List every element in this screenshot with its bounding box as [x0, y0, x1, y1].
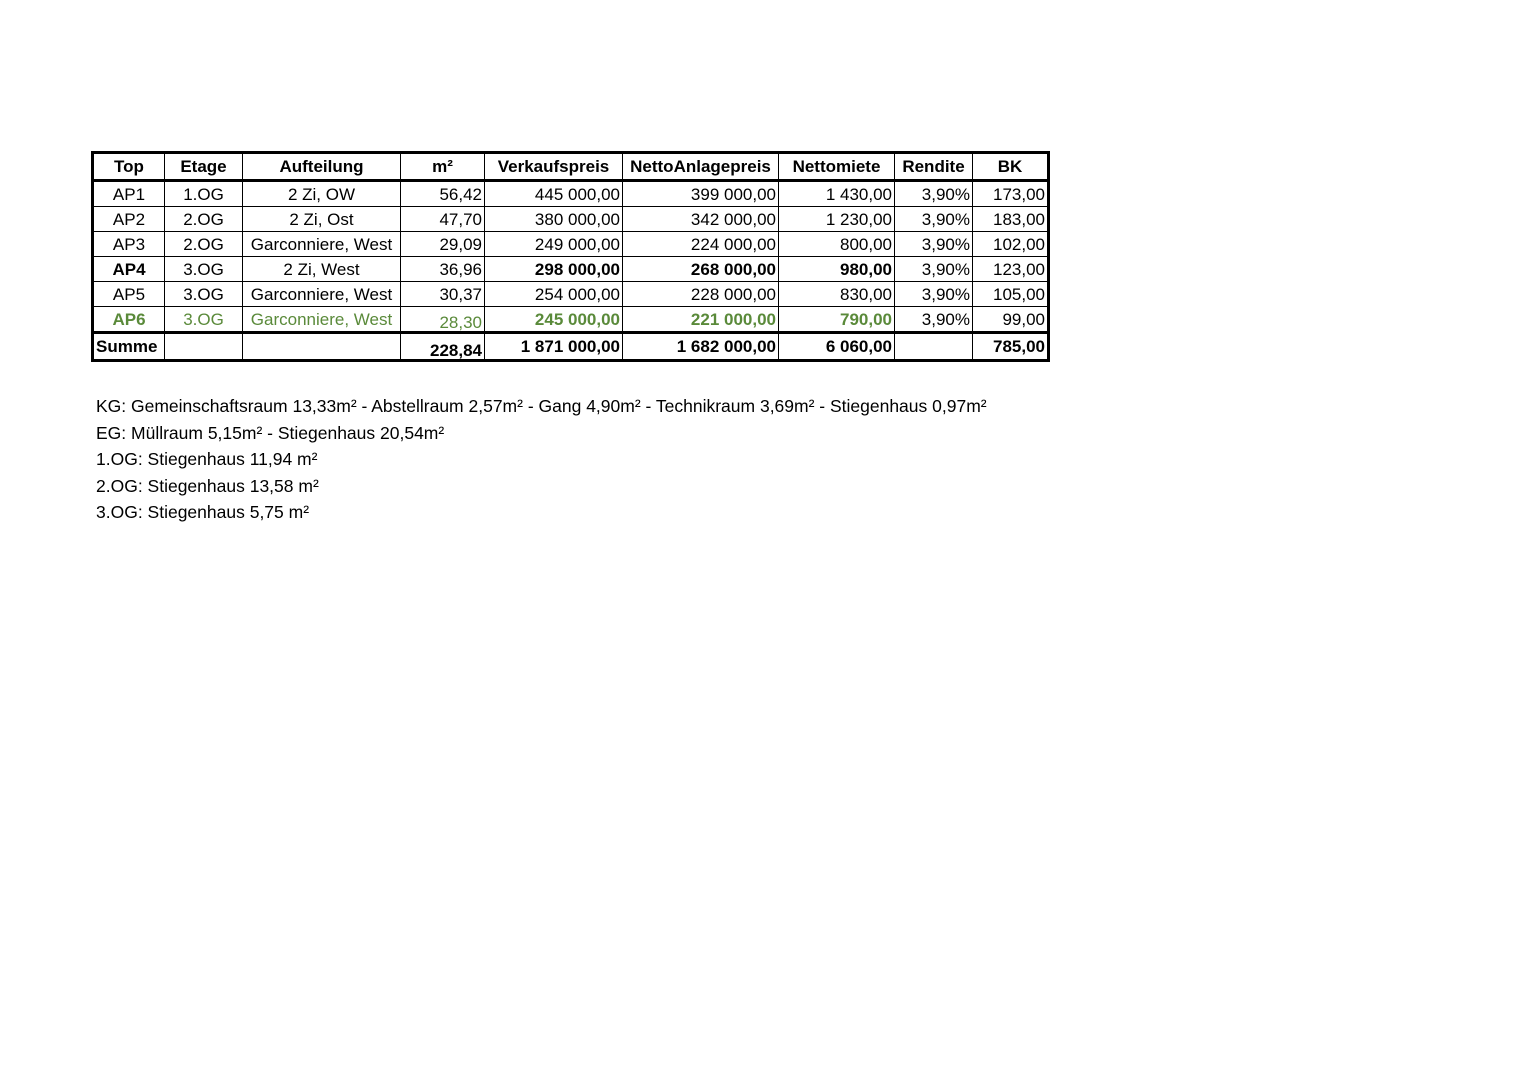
- cell-rendite: 3,90%: [895, 307, 973, 333]
- cell-bk: 99,00: [973, 307, 1049, 333]
- sum-verkaufspreis: 1 871 000,00: [485, 333, 623, 361]
- cell-etage: 3.OG: [165, 282, 243, 307]
- header-nettomiete: Nettomiete: [779, 153, 895, 181]
- cell-verkaufspreis: 254 000,00: [485, 282, 623, 307]
- sum-bk: 785,00: [973, 333, 1049, 361]
- note-1og: 1.OG: Stiegenhaus 11,94 m²: [96, 449, 318, 469]
- cell-nettoanlagepreis: 399 000,00: [623, 181, 779, 207]
- cell-bk: 123,00: [973, 257, 1049, 282]
- header-row: [93, 153, 1049, 181]
- cell-nettomiete: 980,00: [779, 257, 895, 282]
- table-row-highlighted: [93, 307, 1049, 333]
- sum-nettomiete: 6 060,00: [779, 333, 895, 361]
- sum-nettoanlagepreis: 1 682 000,00: [623, 333, 779, 361]
- cell-aufteilung: 2 Zi, Ost: [243, 207, 401, 232]
- cell-verkaufspreis: 445 000,00: [485, 181, 623, 207]
- table-row: [93, 181, 1049, 207]
- cell-bk: 105,00: [973, 282, 1049, 307]
- cell-m2: 28,30: [401, 307, 485, 333]
- cell-m2: 47,70: [401, 207, 485, 232]
- cell-etage: 2.OG: [165, 207, 243, 232]
- cell-rendite: 3,90%: [895, 181, 973, 207]
- cell-nettomiete: 790,00: [779, 307, 895, 333]
- sum-label: Summe: [93, 333, 165, 361]
- floor-notes: [96, 393, 987, 526]
- cell-top: AP2: [93, 207, 165, 232]
- cell-top: AP1: [93, 181, 165, 207]
- cell-nettoanlagepreis: 224 000,00: [623, 232, 779, 257]
- cell-verkaufspreis: 245 000,00: [485, 307, 623, 333]
- cell-nettomiete: 1 430,00: [779, 181, 895, 207]
- table-row: [93, 257, 1049, 282]
- header-verkaufspreis: Verkaufspreis: [485, 153, 623, 181]
- cell-rendite: 3,90%: [895, 232, 973, 257]
- cell-rendite: 3,90%: [895, 257, 973, 282]
- cell-nettoanlagepreis: 268 000,00: [623, 257, 779, 282]
- cell-etage: 3.OG: [165, 257, 243, 282]
- header-aufteilung: Aufteilung: [243, 153, 401, 181]
- cell-m2: 30,37: [401, 282, 485, 307]
- sum-aufteilung-empty: [243, 333, 401, 361]
- sum-row: [93, 333, 1049, 361]
- cell-bk: 173,00: [973, 181, 1049, 207]
- header-etage: Etage: [165, 153, 243, 181]
- apartment-table: [91, 151, 1050, 362]
- cell-top: AP6: [93, 307, 165, 333]
- sum-etage-empty: [165, 333, 243, 361]
- table-row: [93, 232, 1049, 257]
- cell-etage: 2.OG: [165, 232, 243, 257]
- note-3og: 3.OG: Stiegenhaus 5,75 m²: [96, 502, 310, 522]
- cell-bk: 183,00: [973, 207, 1049, 232]
- cell-m2: 56,42: [401, 181, 485, 207]
- cell-nettomiete: 800,00: [779, 232, 895, 257]
- cell-aufteilung: Garconniere, West: [243, 232, 401, 257]
- cell-nettoanlagepreis: 342 000,00: [623, 207, 779, 232]
- cell-nettoanlagepreis: 221 000,00: [623, 307, 779, 333]
- note-eg: EG: Müllraum 5,15m² - Stiegenhaus 20,54m²: [96, 422, 445, 443]
- cell-m2: 36,96: [401, 257, 485, 282]
- note-2og: 2.OG: Stiegenhaus 13,58 m²: [96, 475, 319, 496]
- sum-rendite-empty: [895, 333, 973, 361]
- cell-verkaufspreis: 249 000,00: [485, 232, 623, 257]
- cell-etage: 1.OG: [165, 181, 243, 207]
- table-row: [93, 282, 1049, 307]
- sum-m2: 228,84: [401, 333, 485, 361]
- cell-aufteilung: Garconniere, West: [243, 307, 401, 333]
- cell-rendite: 3,90%: [895, 282, 973, 307]
- cell-m2: 29,09: [401, 232, 485, 257]
- cell-bk: 102,00: [973, 232, 1049, 257]
- header-bk: BK: [973, 153, 1049, 181]
- cell-etage: 3.OG: [165, 307, 243, 333]
- cell-nettomiete: 830,00: [779, 282, 895, 307]
- note-kg: KG: Gemeinschaftsraum 13,33m² - Abstellraum 2,57m² - Gang 4,90m² - Technikraum 3,69m² - Stiegenhaus 0,97m²: [96, 396, 987, 416]
- cell-top: AP4: [93, 257, 165, 282]
- cell-aufteilung: 2 Zi, OW: [243, 181, 401, 207]
- cell-rendite: 3,90%: [895, 207, 973, 232]
- header-m2: m²: [401, 153, 485, 181]
- header-rendite: Rendite: [895, 153, 973, 181]
- cell-top: AP3: [93, 232, 165, 257]
- cell-verkaufspreis: 298 000,00: [485, 257, 623, 282]
- cell-nettoanlagepreis: 228 000,00: [623, 282, 779, 307]
- cell-verkaufspreis: 380 000,00: [485, 207, 623, 232]
- cell-aufteilung: 2 Zi, West: [243, 257, 401, 282]
- table-row: [93, 207, 1049, 232]
- header-top: Top: [93, 153, 165, 181]
- header-nettoanlagepreis: NettoAnlagepreis: [623, 153, 779, 181]
- cell-top: AP5: [93, 282, 165, 307]
- cell-nettomiete: 1 230,00: [779, 207, 895, 232]
- cell-aufteilung: Garconniere, West: [243, 282, 401, 307]
